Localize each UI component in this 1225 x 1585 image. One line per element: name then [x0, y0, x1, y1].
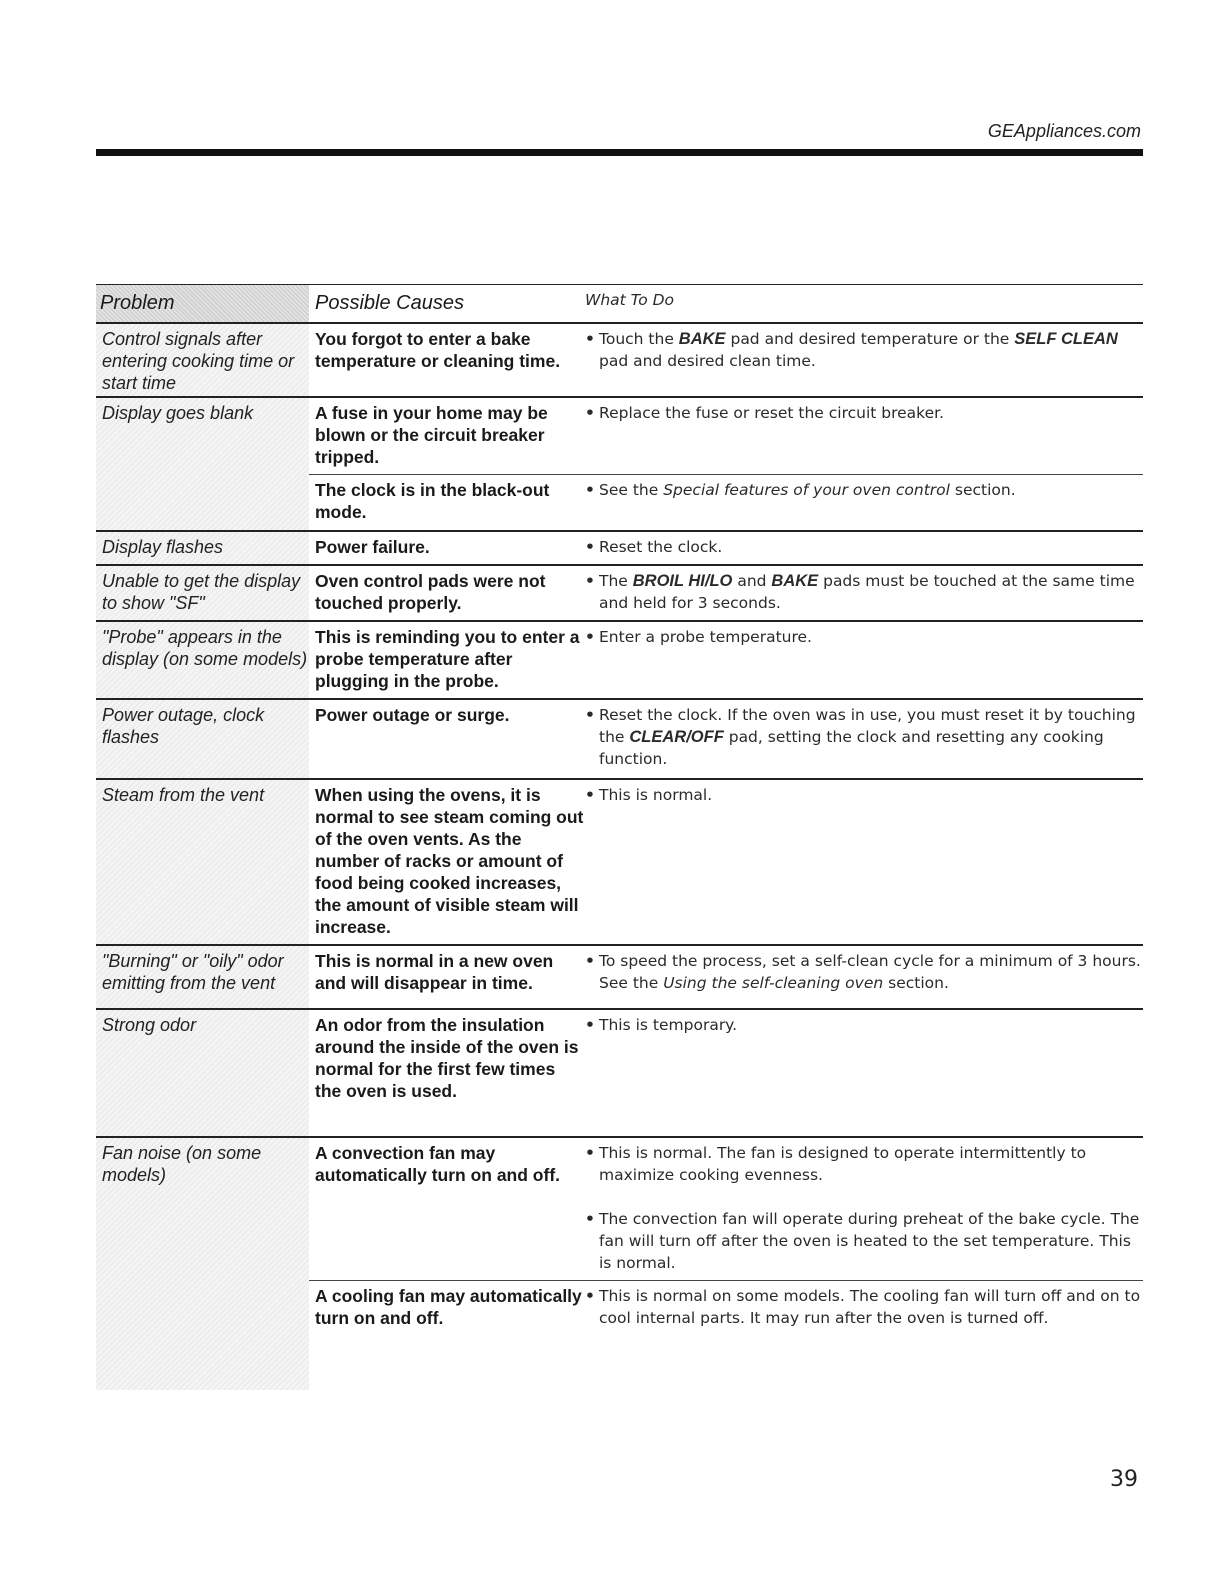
remedy-text: This is normal.	[599, 786, 713, 804]
possible-cause: A fuse in your home may be blown or the circuit breaker tripped.	[315, 403, 548, 467]
bullet-icon: •	[585, 538, 595, 556]
remedy-item	[585, 328, 1143, 372]
bullet-icon: •	[585, 1144, 595, 1162]
table-row	[96, 622, 1143, 700]
possible-cause: This is normal in a new oven and will disappear in time.	[315, 951, 554, 993]
table-row	[96, 398, 1143, 532]
table-row	[96, 946, 1143, 1010]
remedy-text: Replace the fuse or reset the circuit breaker.	[599, 404, 945, 422]
remedy-item	[585, 570, 1143, 614]
cause-row	[309, 1010, 1143, 1108]
remedy-item	[585, 950, 1143, 994]
cause-row	[309, 780, 1143, 944]
problem-cell: "Probe" appears in the display (on some models)	[96, 622, 309, 698]
bullet-icon: •	[585, 330, 595, 348]
table-row	[96, 324, 1143, 398]
table-row	[96, 566, 1143, 622]
possible-cause: This is reminding you to enter a probe temperature after plugging in the probe.	[315, 627, 580, 691]
table-row	[96, 1138, 1143, 1390]
cause-row	[309, 946, 1143, 1000]
possible-cause: A cooling fan may automatically turn on and off.	[315, 1286, 582, 1328]
problem-cell: Display flashes	[96, 532, 309, 564]
bullet-icon: •	[585, 952, 595, 970]
remedy-item	[585, 479, 1143, 501]
remedy-item	[585, 704, 1143, 770]
bullet-icon: •	[585, 1287, 595, 1305]
what-to-do	[585, 532, 1143, 564]
remedy-item	[585, 402, 1143, 424]
table-row	[96, 1010, 1143, 1138]
possible-cause: Power outage or surge.	[315, 705, 510, 725]
cause-row	[309, 566, 1143, 620]
page-number: 39	[1110, 1467, 1138, 1492]
remedy-text: Touch the BAKE pad and desired temperature or the SELF CLEAN pad and desired clean time.	[599, 330, 1118, 370]
possible-cause: An odor from the insulation around the inside of the oven is normal for the first few times the oven is used.	[315, 1015, 579, 1101]
remedy-item	[585, 1208, 1143, 1274]
bullet-icon: •	[585, 628, 595, 646]
table-row	[96, 532, 1143, 566]
bullet-icon: •	[585, 1210, 595, 1228]
site-url: GEAppliances.com	[987, 121, 1141, 141]
cause-row	[309, 1280, 1143, 1390]
problem-cell: "Burning" or "oily" odor emitting from the vent	[96, 946, 309, 1008]
what-to-do	[585, 398, 1143, 474]
remedy-text: The convection fan will operate during preheat of the bake cycle. The fan will turn off after the oven is heated to the set temperature. This is normal.	[599, 1210, 1140, 1272]
possible-cause: The clock is in the black-out mode.	[315, 480, 550, 522]
possible-cause: Oven control pads were not touched properly.	[315, 571, 546, 613]
remedy-text: Enter a probe temperature.	[599, 628, 812, 646]
remedy-text: To speed the process, set a self-clean cycle for a minimum of 3 hours. See the Using the self-cleaning oven section.	[599, 952, 1141, 992]
problem-cell: Power outage, clock flashes	[96, 700, 309, 778]
remedy-item	[585, 1014, 1143, 1036]
what-to-do	[585, 780, 1143, 944]
cause-row	[309, 474, 1143, 530]
bullet-icon: •	[585, 1016, 595, 1034]
remedy-item	[585, 1285, 1143, 1329]
table-header	[96, 284, 1143, 324]
problem-cell: Strong odor	[96, 1010, 309, 1136]
bullet-icon: •	[585, 706, 595, 724]
cause-row	[309, 398, 1143, 474]
cause-row	[309, 324, 1143, 378]
remedy-text: Reset the clock. If the oven was in use, you must reset it by touching the CLEAR/OFF pad, setting the clock and resetting any cooking function.	[599, 706, 1136, 768]
table-row	[96, 780, 1143, 946]
cause-row	[309, 532, 1143, 564]
what-to-do	[585, 1281, 1143, 1390]
problem-cell: Display goes blank	[96, 398, 309, 530]
header-problem: Problem	[96, 285, 309, 322]
remedy-item	[585, 536, 1143, 558]
remedy-text: Reset the clock.	[599, 538, 723, 556]
what-to-do	[585, 324, 1143, 378]
bullet-icon: •	[585, 404, 595, 422]
troubleshooting-table	[96, 284, 1143, 1390]
remedy-text: This is normal. The fan is designed to operate intermittently to maximize cooking evenness.	[599, 1144, 1087, 1184]
possible-cause: You forgot to enter a bake temperature or cleaning time.	[315, 329, 561, 371]
what-to-do	[585, 622, 1143, 698]
header-possible-causes: Possible Causes	[315, 292, 464, 314]
remedy-text: This is temporary.	[599, 1016, 738, 1034]
problem-cell: Fan noise (on some models)	[96, 1138, 309, 1390]
possible-cause: A convection fan may automatically turn on and off.	[315, 1143, 561, 1185]
what-to-do	[585, 946, 1143, 1000]
cause-row	[309, 700, 1143, 776]
what-to-do	[585, 475, 1143, 530]
table-body	[96, 324, 1143, 1390]
cause-row	[309, 1138, 1143, 1280]
remedy-text: See the Special features of your oven control section.	[599, 481, 1016, 499]
header-rule	[96, 149, 1143, 156]
cause-row	[309, 622, 1143, 698]
what-to-do	[585, 1138, 1143, 1280]
what-to-do	[585, 566, 1143, 620]
problem-cell: Unable to get the display to show "SF"	[96, 566, 309, 620]
bullet-icon: •	[585, 481, 595, 499]
remedy-item	[585, 784, 1143, 806]
what-to-do	[585, 700, 1143, 776]
problem-cell: Control signals after entering cooking time or start time	[96, 324, 309, 396]
bullet-icon: •	[585, 572, 595, 590]
remedy-text: This is normal on some models. The cooling fan will turn off and on to cool internal parts. It may run after the oven is turned off.	[599, 1287, 1141, 1327]
bullet-icon: •	[585, 786, 595, 804]
header-what-to-do: What To Do	[585, 291, 675, 309]
remedy-item	[585, 1142, 1143, 1186]
what-to-do	[585, 1010, 1143, 1108]
table-row	[96, 700, 1143, 780]
remedy-item	[585, 626, 1143, 648]
possible-cause: When using the ovens, it is normal to see steam coming out of the oven vents. As the number of racks or amount of food being cooked increases, the amount of visible steam will increase.	[315, 785, 584, 937]
remedy-text: The BROIL HI/LO and BAKE pads must be touched at the same time and held for 3 seconds.	[599, 572, 1135, 612]
problem-cell: Steam from the vent	[96, 780, 309, 944]
possible-cause: Power failure.	[315, 537, 430, 557]
